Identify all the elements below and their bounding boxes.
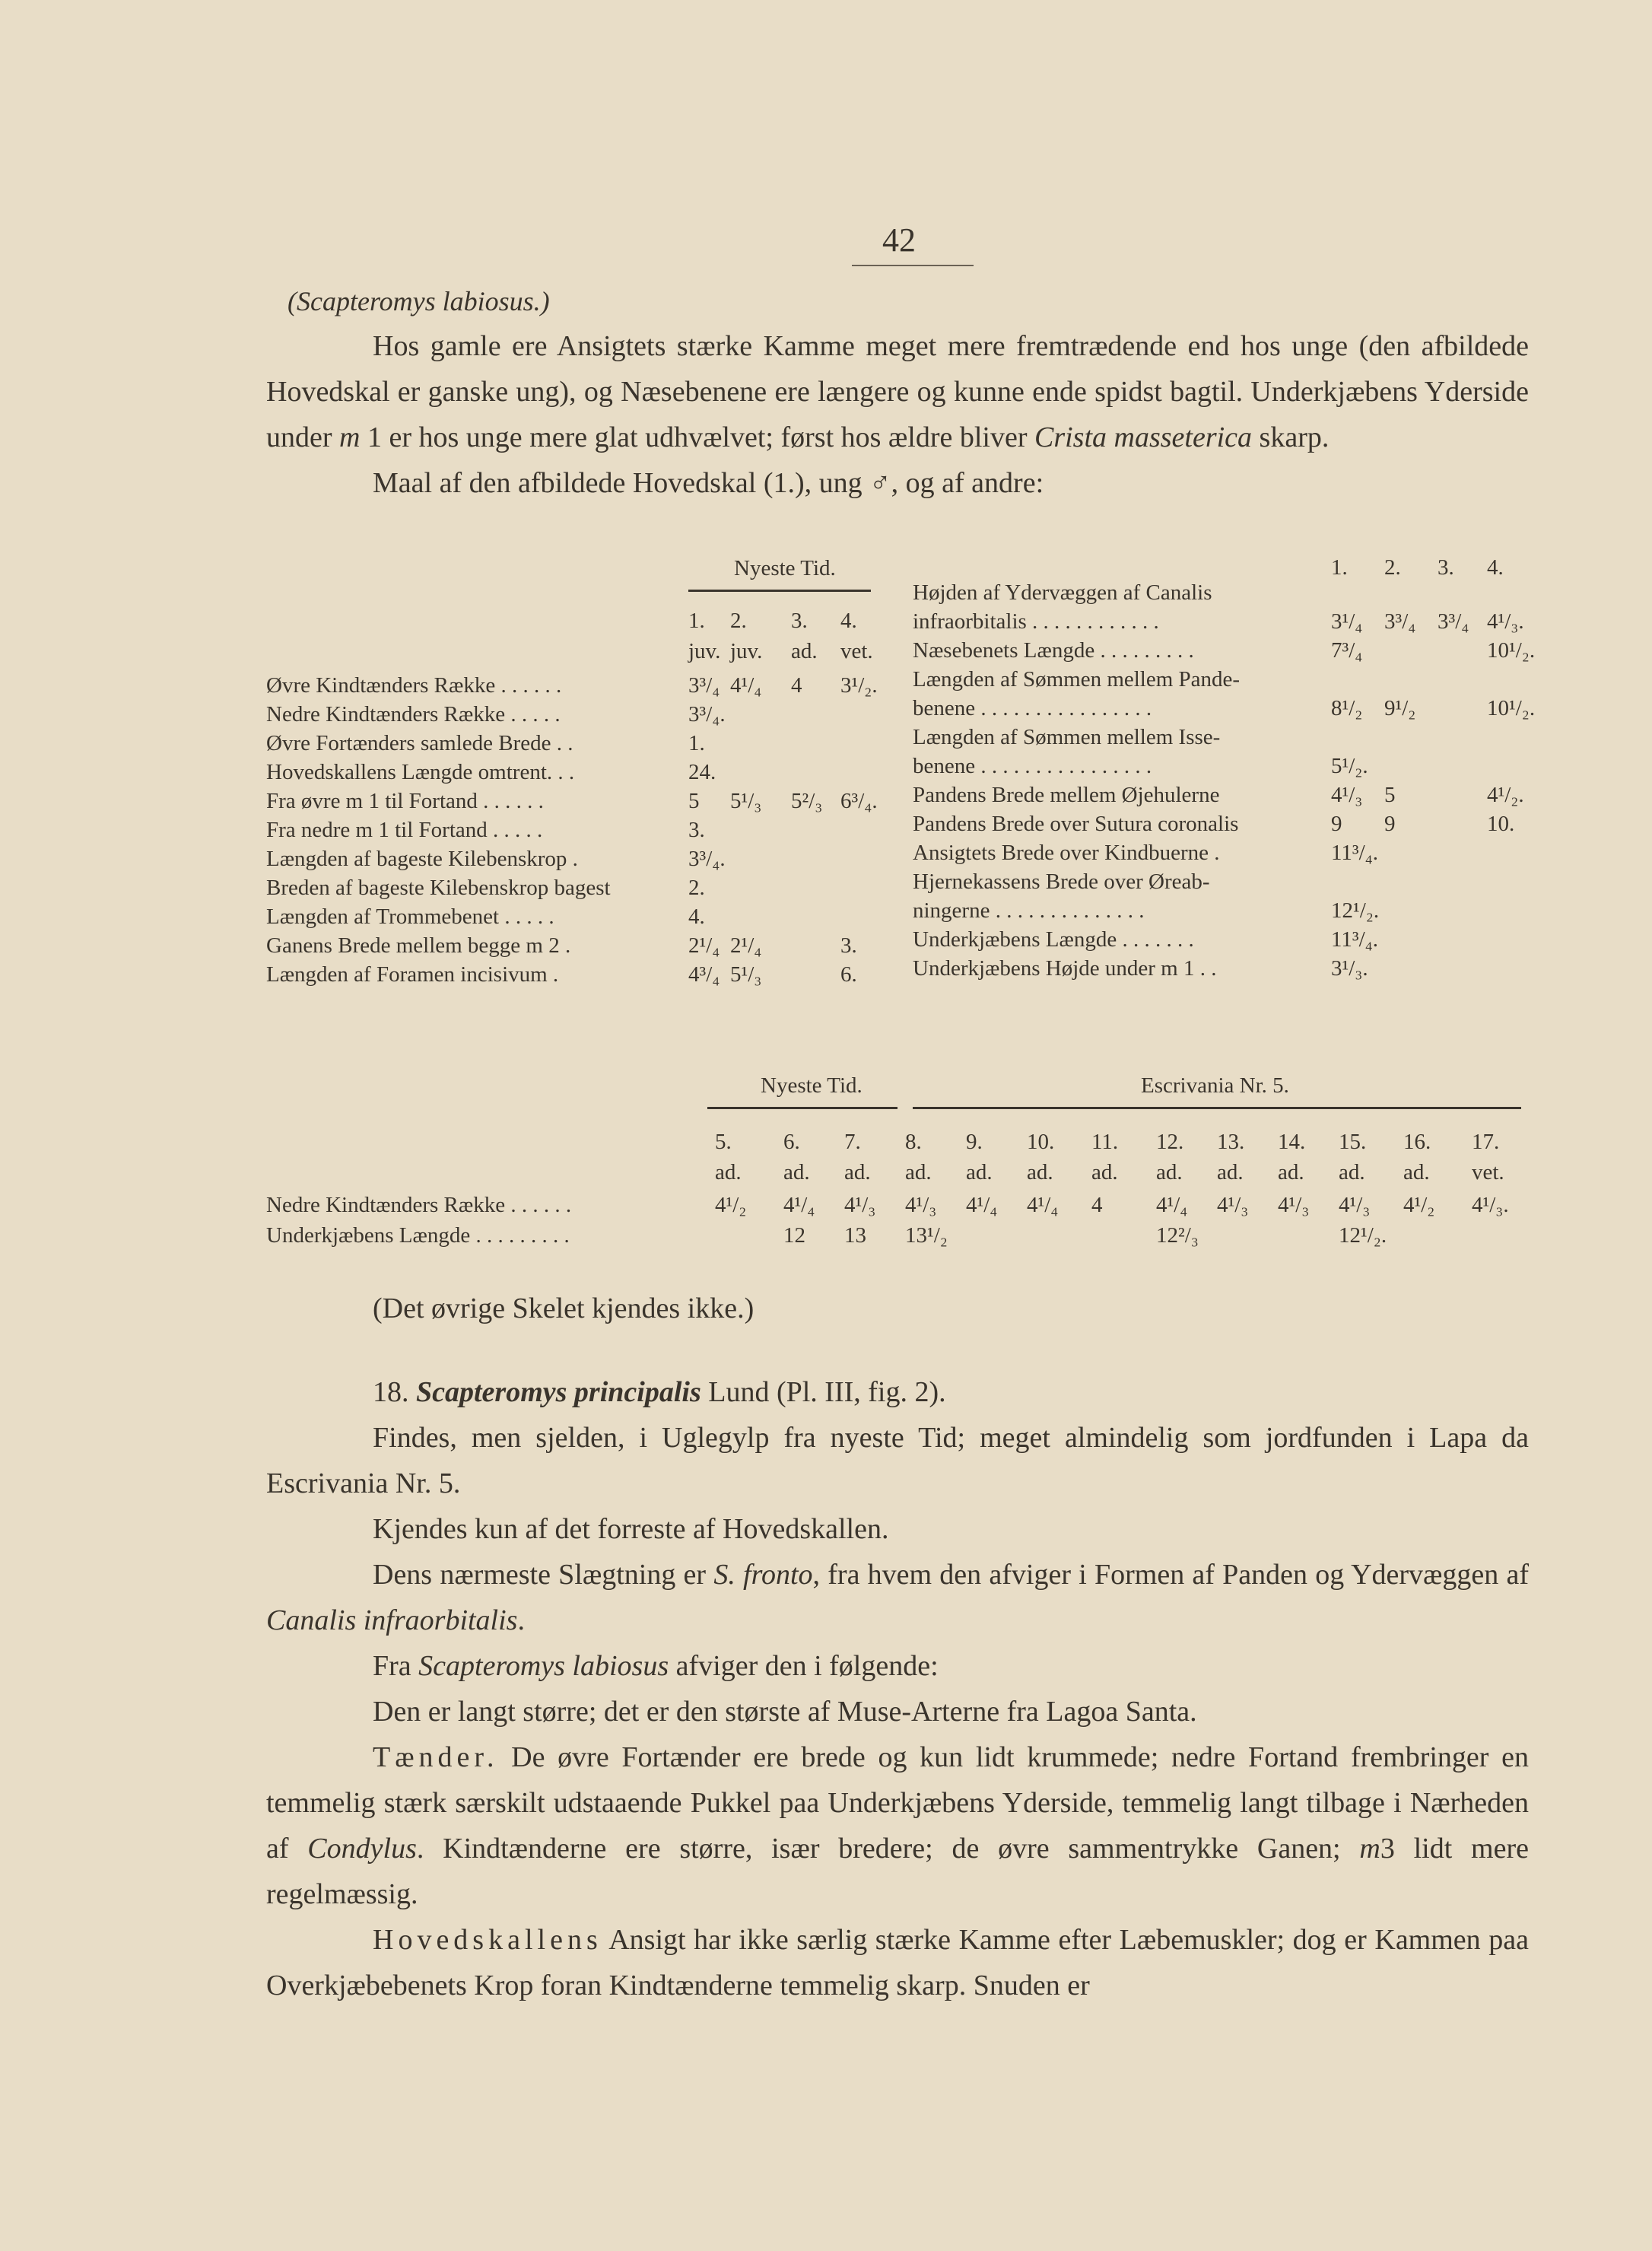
table3-col-age: ad. [905, 1160, 932, 1184]
table1-cell: 3³/₄. [688, 702, 726, 726]
table2-cell: 10¹/₂. [1487, 638, 1536, 663]
text: Scapteromys labiosus [418, 1650, 669, 1682]
table1-col-age: vet. [840, 639, 873, 663]
table1-cell: 6³/₄. [840, 789, 878, 813]
table3-cell: 13 [844, 1223, 866, 1248]
table2-col-number: 3. [1438, 555, 1454, 580]
table3-cell: 4¹/₄ [783, 1193, 815, 1217]
table3-col-number: 16. [1403, 1130, 1431, 1154]
table2-row-label: Underkjæbens Højde under m 1 . . [913, 956, 1217, 981]
table3-row-label: Nedre Kindtænders Række . . . . . . [266, 1193, 572, 1217]
table3-col-age: ad. [1027, 1160, 1053, 1184]
table3-cell: 4¹/₃. [1472, 1193, 1509, 1217]
table1-cell: 4¹/₄ [730, 673, 762, 698]
table2-cell: 3¹/₄ [1331, 609, 1363, 634]
paragraph-intro [266, 323, 1529, 506]
table1-col-number: 4. [840, 609, 857, 633]
paragraph-kjendes: Kjendes kun af det forreste af Hovedskallen. [373, 1513, 889, 1545]
table1-cell: 2¹/₄ [688, 933, 720, 958]
table3-col-age: ad. [1217, 1160, 1244, 1184]
table2-row-label: Pandens Brede mellem Øjehulerne [913, 783, 1220, 807]
page-number-rule [852, 265, 974, 266]
table3-col-age: ad. [715, 1160, 742, 1184]
table3-col-age: ad. [844, 1160, 871, 1184]
note: (Det øvrige Skelet kjendes ikke.) [373, 1292, 755, 1324]
paragraph-fra [266, 1643, 1529, 1689]
table1-row-label: Ganens Brede mellem begge m 2 . [266, 933, 571, 958]
text: De øvre Fortænder ere brede og kun lidt krummede; nedre Fortand frembringer en temmelig stærk særskilt udstaaende Pukkel paa Underkjæbens Yderside, temmelig langt tilbage i Nærheden af [266, 1741, 1529, 1865]
table2-row-label: Hjernekassens Brede over Øreab- [913, 870, 1210, 894]
table3-cell: 4¹/₄ [966, 1193, 998, 1217]
table1-cell: 3¹/₂. [840, 673, 878, 698]
table1-cell: 5¹/₃ [730, 789, 762, 813]
table2-col-number: 2. [1384, 555, 1401, 580]
table2-row-label: Længden af Sømmen mellem Pande- [913, 667, 1241, 692]
table1-cell: 6. [840, 962, 857, 987]
table1-cell: 5²/₃ [791, 789, 823, 813]
table3-cell: 4¹/₂ [715, 1193, 747, 1217]
table3-col-age: ad. [1403, 1160, 1430, 1184]
text: 1 er hos unge mere glat udhvælvet; først hos ældre bliver [360, 421, 1034, 453]
table1-cell: 3³/₄ [688, 673, 720, 698]
table2-row-label-cont: benene . . . . . . . . . . . . . . . . [913, 696, 1152, 720]
paragraph-den: Den er langt større; det er den største af Muse-Arterne fra Lagoa Santa. [373, 1696, 1197, 1728]
text: Hovedskallens [373, 1924, 602, 1956]
measurements-intro: Maal af den afbildede Hovedskal (1.), ung ♂, og af andre: [373, 467, 1044, 499]
text: Fra [373, 1650, 419, 1682]
table1-cell: 3. [840, 933, 857, 958]
table3-col-number: 15. [1339, 1130, 1367, 1154]
table2-cell: 4¹/₃. [1487, 609, 1524, 634]
table2-row-label-cont: infraorbitalis . . . . . . . . . . . . [913, 609, 1159, 634]
table1-row-label: Hovedskallens Længde omtrent. . . [266, 760, 575, 784]
table2-cell: 9 [1384, 812, 1396, 836]
text: skarp. [1252, 421, 1330, 453]
section-label: (Scapteromys labiosus.) [288, 286, 550, 316]
paragraph-dens [266, 1552, 1529, 1643]
table2-cell: 3³/₄ [1384, 609, 1416, 634]
table1-brace [688, 590, 871, 592]
table1-row-label: Nedre Kindtænders Række . . . . . [266, 702, 561, 726]
table2-cell: 10¹/₂. [1487, 696, 1536, 720]
table2-col-number: 4. [1487, 555, 1504, 580]
text: Ansigt har ikke særlig stærke Kamme efter Læbemuskler; dog er Kammen paa Overkjæbebenets Krop foran Kindtænderne temmelig skarp. Snuden er [266, 1924, 1529, 2001]
table3-header-left: Nyeste Tid. [761, 1073, 863, 1098]
table3-col-number: 14. [1278, 1130, 1306, 1154]
table2-cell: 5 [1384, 783, 1396, 807]
table3-cell: 4¹/₃ [844, 1193, 876, 1217]
table3-header-right: Escrivania Nr. 5. [1141, 1073, 1289, 1098]
table1-cell: 3. [688, 818, 705, 842]
table2-cell: 8¹/₂ [1331, 696, 1363, 720]
table3-cell: 4¹/₃ [905, 1193, 937, 1217]
table1-col-age: juv. [688, 639, 721, 663]
table3-col-age: ad. [1091, 1160, 1118, 1184]
table2-row-label: Pandens Brede over Sutura coronalis [913, 812, 1239, 836]
table2-cell: 10. [1487, 812, 1515, 836]
table3-row-label: Underkjæbens Længde . . . . . . . . . [266, 1223, 570, 1248]
table3-col-number: 9. [966, 1130, 983, 1154]
table2-cell: 4¹/₂. [1487, 783, 1524, 807]
text: m [1359, 1833, 1380, 1865]
table1-row-label: Øvre Fortænders samlede Brede . . [266, 731, 573, 755]
table1-row-label: Øvre Kindtænders Række . . . . . . [266, 673, 562, 698]
text: Dens nærmeste Slægtning er [373, 1559, 714, 1591]
table1-cell: 3³/₄. [688, 847, 726, 871]
table1-cell: 2¹/₄ [730, 933, 762, 958]
table1-cell: 2. [688, 876, 705, 900]
table3-col-age: ad. [783, 1160, 810, 1184]
table3-cell: 4¹/₄ [1156, 1193, 1188, 1217]
table1-cell: 24. [688, 760, 716, 784]
table3-cell: 12²/₃ [1156, 1223, 1199, 1248]
table3-brace-right [913, 1107, 1521, 1109]
text: S. fronto [713, 1559, 813, 1591]
table2-row-label: Længden af Sømmen mellem Isse- [913, 725, 1221, 749]
table3-cell: 4¹/₂ [1403, 1193, 1435, 1217]
text: afviger den i følgende: [669, 1650, 939, 1682]
main-body [266, 1369, 1529, 2008]
table3-cell: 4¹/₃ [1217, 1193, 1249, 1217]
table1-row-label: Længden af Foramen incisivum . [266, 962, 559, 987]
table1-col-age: ad. [791, 639, 818, 663]
table3-col-number: 13. [1217, 1130, 1245, 1154]
text: Crista masseterica [1034, 421, 1253, 453]
table1-col-number: 1. [688, 609, 705, 633]
paragraph-hoved [266, 1917, 1529, 2008]
table3-col-number: 17. [1472, 1130, 1500, 1154]
paragraph-taender [266, 1734, 1529, 1917]
table3-col-number: 6. [783, 1130, 800, 1154]
table3-cell: 12¹/₂. [1339, 1223, 1387, 1248]
table3-cell: 4¹/₃ [1339, 1193, 1371, 1217]
table2-cell: 5¹/₂. [1331, 754, 1368, 778]
table2-cell: 9 [1331, 812, 1342, 836]
text: Hos gamle ere Ansigtets stærke Kamme meget mere fremtrædende end hos unge (den afbildede Hovedskal er ganske ung), og Næsebenene ere længere og kunne ende spidst bagtil. Underkjæbens Yderside under [266, 330, 1529, 453]
table1-row-label: Længden af Trommebenet . . . . . [266, 905, 554, 929]
table3-col-number: 11. [1091, 1130, 1119, 1154]
table3-col-number: 12. [1156, 1130, 1184, 1154]
table3-col-number: 10. [1027, 1130, 1055, 1154]
table2-cell: 12¹/₂. [1331, 898, 1380, 923]
species-number: 18. [373, 1376, 409, 1408]
text: 3 lidt mere regelmæssig. [266, 1833, 1529, 1910]
table2-cell: 3³/₄ [1438, 609, 1469, 634]
table2-row-label: Næsebenets Længde . . . . . . . . . [913, 638, 1194, 663]
table1-cell: 4. [688, 905, 705, 929]
table1-col-age: juv. [730, 639, 763, 663]
table2-col-number: 1. [1331, 555, 1348, 580]
table2-row-label-cont: ningerne . . . . . . . . . . . . . . [913, 898, 1145, 923]
table2-cell: 3¹/₃. [1331, 956, 1368, 981]
table3-cell: 13¹/₂ [905, 1223, 948, 1248]
table3-cell: 4 [1091, 1193, 1103, 1217]
table1-row-label: Fra øvre m 1 til Fortand . . . . . . [266, 789, 544, 813]
species-citation: Lund (Pl. III, fig. 2). [708, 1376, 946, 1408]
table3-col-age: ad. [1339, 1160, 1365, 1184]
table3-col-age: vet. [1472, 1160, 1504, 1184]
table2-cell: 7³/₄ [1331, 638, 1363, 663]
table3-col-age: ad. [966, 1160, 993, 1184]
table3-cell: 4¹/₄ [1027, 1193, 1059, 1217]
table2-row-label: Højden af Ydervæggen af Canalis [913, 580, 1212, 605]
table3-col-number: 5. [715, 1130, 732, 1154]
table2-cell: 4¹/₃ [1331, 783, 1363, 807]
table1-cell: 1. [688, 731, 705, 755]
paragraph-note [266, 1286, 1529, 1331]
text: , fra hvem den afviger i Formen af Panden og Ydervæggen af [812, 1559, 1529, 1591]
text: Tænder. [373, 1741, 499, 1773]
table3-col-age: ad. [1278, 1160, 1304, 1184]
table1-col-number: 3. [791, 609, 808, 633]
text: . Kindtænderne ere større, især bredere; de øvre sammentrykke Ganen; [416, 1833, 1360, 1865]
table3-cell: 4¹/₃ [1278, 1193, 1310, 1217]
paragraph-findes: Findes, men sjelden, i Uglegylp fra nyeste Tid; meget almindelig som jordfunden i Lapa da Escrivania Nr. 5. [266, 1422, 1529, 1499]
table3-col-age: ad. [1156, 1160, 1183, 1184]
species-heading [266, 1369, 1529, 1415]
text: . [517, 1604, 525, 1636]
table1-cell: 4 [791, 673, 802, 698]
species-name: Scapteromys principalis [416, 1376, 701, 1408]
table2-row-label: Ansigtets Brede over Kindbuerne . [913, 841, 1220, 865]
table3-brace-left [707, 1107, 897, 1109]
page-number: 42 [882, 221, 916, 259]
table1-col-number: 2. [730, 609, 747, 633]
table1-row-label: Fra nedre m 1 til Fortand . . . . . [266, 818, 543, 842]
table2-cell: 11³/₄. [1331, 841, 1379, 865]
table1-cell: 5¹/₃ [730, 962, 762, 987]
table3-col-number: 7. [844, 1130, 861, 1154]
table1-row-label: Breden af bageste Kilebenskrop bagest [266, 876, 611, 900]
text: Condylus [307, 1833, 417, 1865]
text: m [339, 421, 361, 453]
table1-group-header: Nyeste Tid. [734, 556, 836, 580]
text: Canalis infraorbitalis [266, 1604, 518, 1636]
table3-col-number: 8. [905, 1130, 922, 1154]
table2-row-label-cont: benene . . . . . . . . . . . . . . . . [913, 754, 1152, 778]
table1-cell: 4³/₄ [688, 962, 720, 987]
table2-row-label: Underkjæbens Længde . . . . . . . [913, 927, 1194, 952]
table1-row-label: Længden af bageste Kilebenskrop . [266, 847, 578, 871]
table1-cell: 5 [688, 789, 700, 813]
table2-cell: 9¹/₂ [1384, 696, 1416, 720]
table3-cell: 12 [783, 1223, 805, 1248]
table2-cell: 11³/₄. [1331, 927, 1379, 952]
